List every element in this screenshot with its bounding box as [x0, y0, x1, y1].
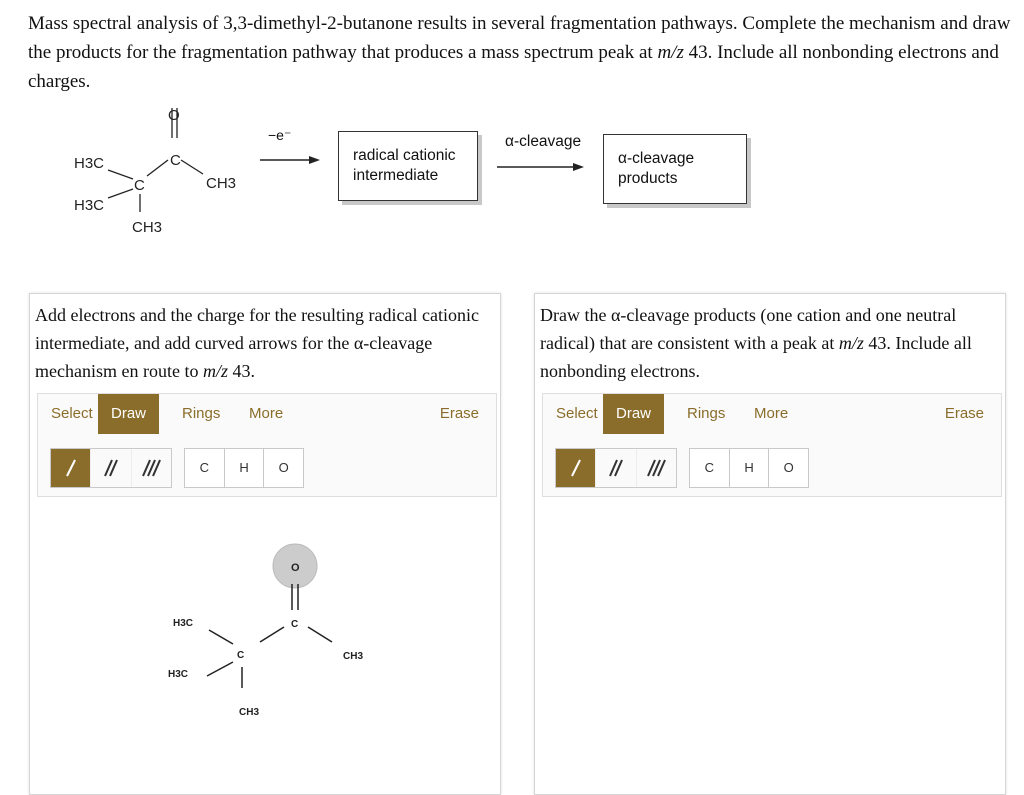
- tab-erase[interactable]: Erase: [944, 405, 984, 422]
- bond-tools: [50, 448, 172, 488]
- atom-c-button[interactable]: C: [185, 449, 225, 487]
- bond-c-ch3[interactable]: [308, 627, 332, 642]
- alpha-cleavage-products-box: [603, 134, 747, 204]
- box1-line2: intermediate: [353, 167, 439, 184]
- triple-bond-icon: [646, 457, 666, 479]
- methyl-bottom-label: H3C: [74, 197, 105, 214]
- double-bond-button[interactable]: [91, 449, 131, 487]
- tab-rings[interactable]: Rings: [687, 405, 726, 422]
- tab-select[interactable]: Select: [556, 405, 598, 422]
- atom-o-button[interactable]: O: [278, 460, 289, 475]
- left-tabs: [38, 394, 496, 434]
- alpha-cleavage-label: α-cleavage: [505, 133, 582, 150]
- tab-more[interactable]: More: [249, 405, 284, 422]
- methyl-lower-label: CH3: [132, 219, 163, 236]
- bond-methyl-bottom[interactable]: [207, 662, 233, 676]
- tab-draw[interactable]: Draw: [603, 394, 664, 434]
- left-toolbar: [37, 393, 497, 497]
- double-bond-icon: [101, 457, 121, 479]
- single-bond-button[interactable]: [556, 449, 596, 487]
- right-drawing-canvas[interactable]: [535, 504, 1005, 794]
- triple-bond-icon: [141, 457, 161, 479]
- left-panel-instruction: Add electrons and the charge for the resulting radical cationic intermediate, and add curved arrows for the α-cleavage mechanism en route to m/z 43.: [35, 305, 479, 381]
- right-tabs: [543, 394, 1001, 434]
- right-drawing-panel: [534, 293, 1006, 795]
- double-bond-icon: [606, 457, 626, 479]
- quaternary-c-label: C: [134, 177, 145, 194]
- arrow-ionization: [260, 156, 320, 164]
- tab-rings[interactable]: Rings: [182, 405, 221, 422]
- canvas-ch3-right[interactable]: CH3: [343, 651, 364, 662]
- box2-line2: products: [618, 170, 678, 187]
- atom-h-button[interactable]: H: [225, 449, 265, 487]
- triple-bond-button[interactable]: [637, 449, 676, 487]
- atom-o-button[interactable]: O: [783, 460, 794, 475]
- left-drawing-panel: [29, 293, 501, 795]
- reaction-scheme: [0, 100, 1024, 250]
- radical-cationic-box: [338, 131, 478, 201]
- bond-methyl-top[interactable]: [209, 630, 233, 644]
- tab-erase[interactable]: Erase: [439, 405, 479, 422]
- single-bond-button[interactable]: [51, 449, 91, 487]
- canvas-h3c-bottom[interactable]: H3C: [168, 669, 189, 680]
- question-text: Mass spectral analysis of 3,3-dimethyl-2-butanone results in several fragmentation pathways. Complete the mechanism and draw the products for the fragmentation pathway that produces a mass spectrum peak at m/z 43. Include all nonbonding electrons and charges.: [28, 13, 1011, 92]
- triple-bond-button[interactable]: [132, 449, 171, 487]
- tab-select[interactable]: Select: [51, 405, 93, 422]
- methyl-right-label: CH3: [206, 175, 237, 192]
- oxygen-label: O: [168, 107, 180, 124]
- atom-tools: [184, 448, 304, 488]
- canvas-quaternary-c[interactable]: C: [237, 650, 245, 661]
- carbonyl-c-label: C: [170, 152, 181, 169]
- double-bond-button[interactable]: [596, 449, 636, 487]
- ionization-label: −e⁻: [268, 127, 292, 143]
- box2-line1: α-cleavage: [618, 150, 695, 167]
- right-panel-instruction: Draw the α-cleavage products (one cation and one neutral radical) that are consistent with a peak at m/z 43. Include all nonbonding electrons.: [540, 305, 972, 381]
- starting-molecule: [74, 107, 236, 236]
- left-drawing-canvas[interactable]: [30, 504, 500, 794]
- right-toolbar: [542, 393, 1002, 497]
- canvas-h3c-top[interactable]: H3C: [173, 618, 194, 629]
- canvas-ch3-bottom[interactable]: CH3: [239, 707, 260, 718]
- single-bond-icon: [61, 457, 81, 479]
- atom-h-button[interactable]: H: [730, 449, 770, 487]
- tab-more[interactable]: More: [754, 405, 789, 422]
- bond-tools: [555, 448, 677, 488]
- methyl-top-label: H3C: [74, 155, 105, 172]
- bond-c-c[interactable]: [260, 627, 284, 642]
- atom-c-button[interactable]: C: [690, 449, 730, 487]
- atom-tools: [689, 448, 809, 488]
- single-bond-icon: [566, 457, 586, 479]
- canvas-carbonyl-c[interactable]: C: [291, 619, 299, 630]
- arrow-alpha-cleavage: [497, 163, 584, 171]
- canvas-oxygen-label[interactable]: O: [291, 562, 300, 574]
- box1-line1: radical cationic: [353, 147, 456, 164]
- tab-draw[interactable]: Draw: [98, 394, 159, 434]
